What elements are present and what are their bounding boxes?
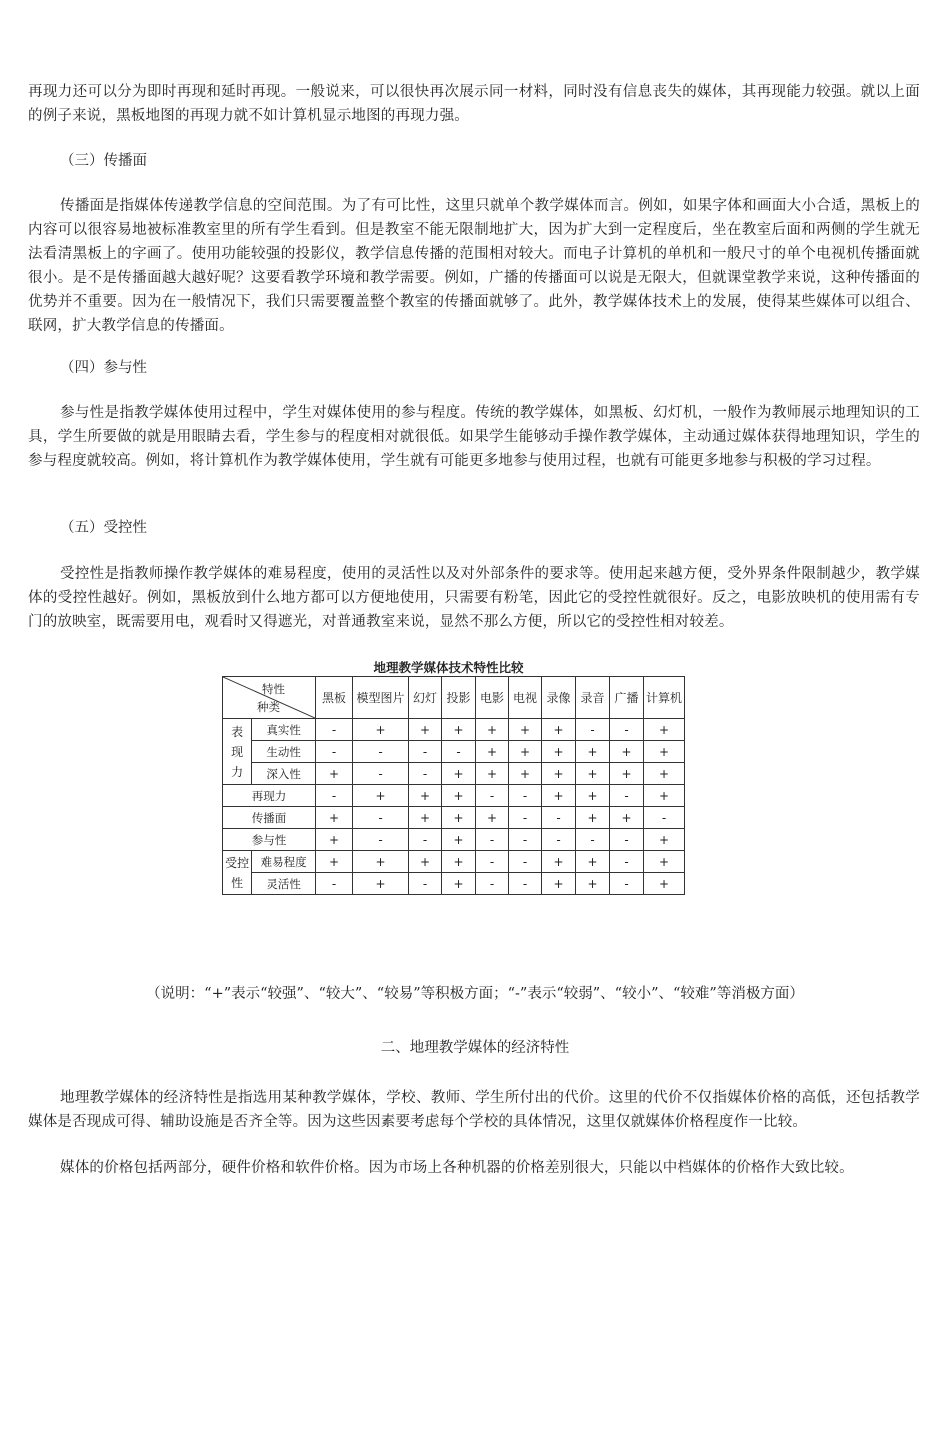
row-label: 难易程度	[252, 851, 316, 873]
table-cell: -	[509, 873, 542, 895]
table-cell: +	[576, 807, 610, 829]
table-cell: -	[409, 741, 442, 763]
table-cell: +	[509, 741, 542, 763]
paragraph-controllability: 受控性是指教师操作教学媒体的难易程度，使用的灵活性以及对外部条件的要求等。使用起来越方便，受外界条件限制越少，教学媒体的受控性越好。例如，黑板放到什么地方都可以方便地使用，只需要有粉笔，因此它的受控性就很好。反之，电影放映机的使用需有专门的放映室，既需要用电，观看时又得遮光，对普通教室来说，显然不那么方便，所以它的受控性相对较差。	[28, 566, 920, 630]
row-label: 参与性	[223, 829, 316, 851]
table-cell: +	[442, 873, 476, 895]
table-cell: +	[409, 785, 442, 807]
table-cell: +	[542, 719, 576, 741]
heading-participation: （四）参与性	[60, 360, 147, 376]
table-cell: +	[316, 763, 353, 785]
corner-label-feature: 特性	[262, 682, 285, 696]
table-cell: +	[576, 873, 610, 895]
table-cell: +	[644, 719, 685, 741]
paragraph-reproducibility: 再现力还可以分为即时再现和延时再现。一般说来，可以很快再次展示同一材料，同时没有信息丧失的媒体，其再现能力较强。就以上面的例子来说，黑板地图的再现力就不如计算机显示地图的再现力强。	[28, 84, 920, 124]
table-cell: -	[542, 807, 576, 829]
column-header: 电视	[509, 677, 542, 719]
table-cell: +	[542, 851, 576, 873]
table-row	[223, 785, 685, 807]
table-cell: +	[442, 807, 476, 829]
table-cell: +	[610, 807, 644, 829]
table-cell: -	[576, 829, 610, 851]
table-cell: +	[644, 785, 685, 807]
heading-coverage: （三）传播面	[60, 153, 147, 169]
table-cell: -	[316, 741, 353, 763]
table-cell: +	[542, 741, 576, 763]
table-cell: +	[476, 807, 509, 829]
table-cell: -	[442, 741, 476, 763]
table-row	[223, 807, 685, 829]
table-cell: +	[409, 807, 442, 829]
table-cell: -	[409, 829, 442, 851]
table-cell: +	[353, 719, 409, 741]
table-cell: +	[509, 719, 542, 741]
table-cell: -	[610, 719, 644, 741]
table-cell: -	[509, 851, 542, 873]
heading-controllability: （五）受控性	[60, 520, 147, 536]
table-cell: +	[476, 763, 509, 785]
table-cell: -	[644, 807, 685, 829]
table-cell: +	[316, 851, 353, 873]
group-label-controllability: 受控 性	[223, 851, 252, 895]
table-cell: +	[644, 829, 685, 851]
paragraph-price: 媒体的价格包括两部分，硬件价格和软件价格。因为市场上各种机器的价格差别很大，只能以中档媒体的价格作大致比较。	[60, 1160, 854, 1176]
table-cell: +	[442, 719, 476, 741]
table-cell: +	[576, 851, 610, 873]
column-header: 录像	[542, 677, 576, 719]
table-cell: -	[610, 829, 644, 851]
table-cell: +	[542, 763, 576, 785]
table-cell: -	[353, 741, 409, 763]
table-cell: +	[610, 741, 644, 763]
table-cell: +	[576, 741, 610, 763]
table-cell: +	[442, 785, 476, 807]
row-label: 灵活性	[252, 873, 316, 895]
table-cell: -	[353, 829, 409, 851]
column-header: 幻灯	[409, 677, 442, 719]
column-header: 投影	[442, 677, 476, 719]
table-cell: -	[409, 763, 442, 785]
table-cell: +	[409, 719, 442, 741]
paragraph-participation: 参与性是指教学媒体使用过程中，学生对媒体使用的参与程度。传统的教学媒体，如黑板、幻灯机，一般作为教师展示地理知识的工具，学生所要做的就是用眼睛去看，学生参与的程度相对就很低。如果学生能够动手操作教学媒体，主动通过媒体获得地理知识，学生的参与程度就较高。例如，将计算机作为教学媒体使用，学生就有可能更多地参与使用过程，也就有可能更多地参与积极的学习过程。	[28, 405, 920, 469]
table-cell: -	[476, 829, 509, 851]
row-label: 再现力	[223, 785, 316, 807]
table-legend-note: （说明：“+”表示“较强”、“较大”、“较易”等积极方面；“-”表示“较弱”、“较小”、“较难”等消极方面）	[146, 986, 804, 1002]
table-cell: -	[316, 873, 353, 895]
table-cell: +	[442, 829, 476, 851]
table-cell: -	[610, 873, 644, 895]
table-cell: +	[542, 785, 576, 807]
media-comparison-table	[222, 676, 685, 895]
table-cell: -	[316, 785, 353, 807]
corner-label-type: 种类	[257, 700, 280, 714]
table-cell: -	[316, 719, 353, 741]
group-label-expressiveness: 表 现 力	[223, 719, 252, 785]
table-cell: -	[610, 851, 644, 873]
table-cell: +	[610, 763, 644, 785]
table-row	[223, 873, 685, 895]
table-cell: +	[476, 719, 509, 741]
table-cell: +	[353, 785, 409, 807]
table-cell: +	[542, 873, 576, 895]
table-cell: -	[476, 785, 509, 807]
table-cell: -	[509, 829, 542, 851]
table-header-row	[223, 677, 685, 719]
table-cell: +	[576, 785, 610, 807]
column-header: 计算机	[644, 677, 685, 719]
table-cell: -	[610, 785, 644, 807]
table-cell: -	[509, 785, 542, 807]
column-header: 电影	[476, 677, 509, 719]
section-heading-economic: 二、地理教学媒体的经济特性	[380, 1040, 570, 1056]
row-label: 真实性	[252, 719, 316, 741]
table-cell: -	[542, 829, 576, 851]
column-header: 黑板	[316, 677, 353, 719]
table-corner-cell	[223, 677, 316, 719]
table-cell: +	[644, 763, 685, 785]
table-title: 地理教学媒体技术特性比较	[373, 660, 524, 675]
paragraph-coverage: 传播面是指媒体传递教学信息的空间范围。为了有可比性，这里只就单个教学媒体而言。例如，如果字体和画面大小合适，黑板上的内容可以很容易地被标准教室里的所有学生看到。但是教室不能无限制地扩大，因为扩大到一定程度后，坐在教室后面和两侧的学生就无法看清黑板上的字画了。使用功能较强的投影仪，教学信息传播的范围相对较大。而电子计算机的单机和一般尺寸的单个电视机传播面就很小。是不是传播面越大越好呢？这要看教学环境和教学需要。例如，广播的传播面可以说是无限大，但就课堂教学来说，这种传播面的优势并不重要。因为在一般情况下，我们只需要覆盖整个教室的传播面就够了。此外，教学媒体技术上的发展，使得某些媒体可以组合、联网，扩大教学信息的传播面。	[28, 198, 920, 334]
table-row	[223, 741, 685, 763]
table-cell: +	[353, 873, 409, 895]
table-row	[223, 829, 685, 851]
row-label: 传播面	[223, 807, 316, 829]
table-row	[223, 719, 685, 741]
row-label: 生动性	[252, 741, 316, 763]
table-cell: +	[509, 763, 542, 785]
column-header: 录音	[576, 677, 610, 719]
table-cell: -	[353, 763, 409, 785]
table-cell: +	[644, 873, 685, 895]
table-cell: +	[476, 741, 509, 763]
table-cell: -	[509, 807, 542, 829]
table-cell: +	[316, 829, 353, 851]
column-header: 广播	[610, 677, 644, 719]
table-cell: +	[442, 763, 476, 785]
table-cell: +	[644, 851, 685, 873]
table-cell: +	[644, 741, 685, 763]
table-cell: -	[476, 851, 509, 873]
table-cell: -	[576, 719, 610, 741]
table-row	[223, 763, 685, 785]
table-cell: -	[353, 807, 409, 829]
table-cell: -	[476, 873, 509, 895]
table-row	[223, 851, 685, 873]
table-cell: +	[316, 807, 353, 829]
column-header: 模型图片	[353, 677, 409, 719]
table-cell: +	[442, 851, 476, 873]
table-cell: +	[409, 851, 442, 873]
row-label: 深入性	[252, 763, 316, 785]
table-cell: +	[353, 851, 409, 873]
paragraph-economic: 地理教学媒体的经济特性是指选用某种教学媒体，学校、教师、学生所付出的代价。这里的代价不仅指媒体价格的高低，还包括教学媒体是否现成可得、辅助设施是否齐全等。因为这些因素要考虑每个学校的具体情况，这里仅就媒体价格程度作一比较。	[28, 1090, 920, 1130]
table-cell: +	[576, 763, 610, 785]
table-cell: -	[409, 873, 442, 895]
